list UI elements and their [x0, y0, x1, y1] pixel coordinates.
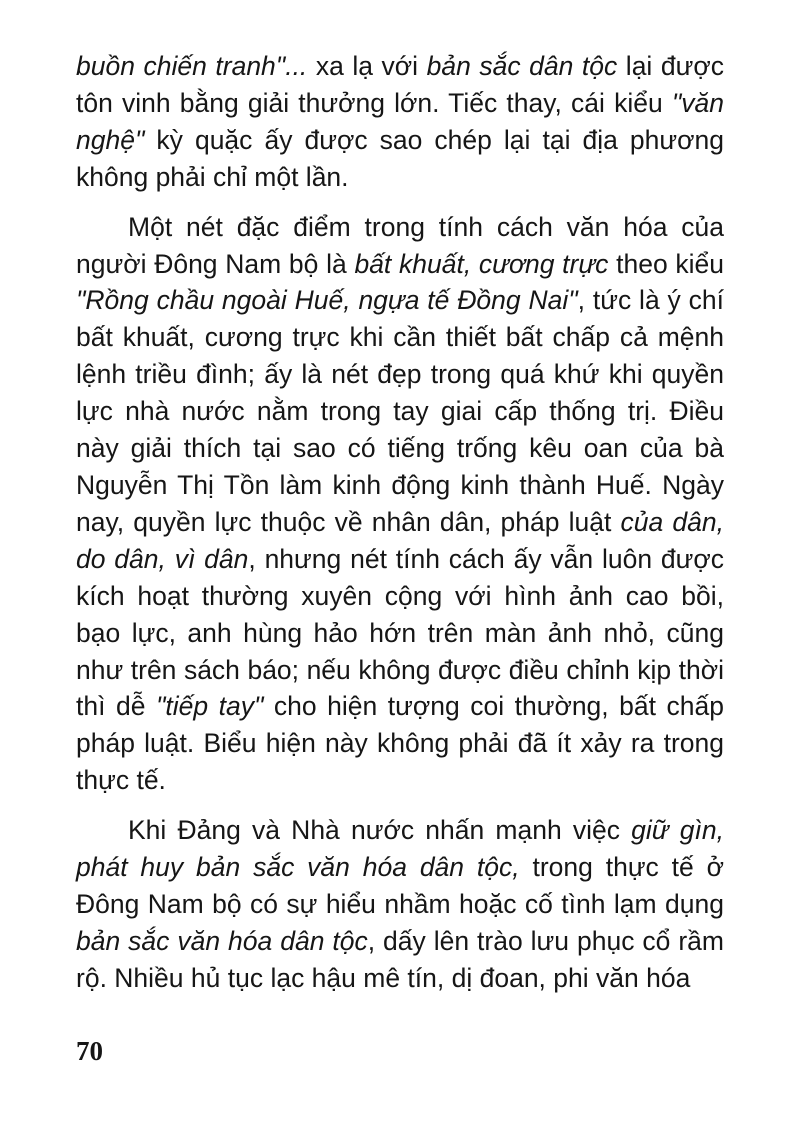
text-run: , tức là ý chí bất khuất, cương trực khi cần thiết bất chấp cả mệnh lệnh triều đình; ấy là nét đẹp trong quá khứ khi quyền lực nhà nước nằm trong tay giai cấp thống trị. Điều này giải thích tại sao có tiếng trống kêu oan của bà Nguyễn Thị Tồn làm kinh động kinh thành Huế. Ngày nay, quyền lực thuộc về nhân dân, pháp luật — [76, 285, 724, 537]
paragraph-spacer — [76, 799, 724, 812]
italic-phrase: buồn chiến tranh"... — [76, 51, 308, 81]
text-run: Một nét đặc điểm trong tính cách văn hóa của người Đông Nam bộ là — [76, 211, 724, 279]
italic-phrase: của dân, do dân, vì dân — [76, 506, 724, 574]
paragraph-2 — [76, 209, 724, 800]
text-run: theo kiểu — [608, 248, 725, 279]
italic-phrase: bất khuất, cương trực — [354, 248, 609, 279]
text-run: xa lạ với — [307, 51, 427, 81]
paragraph-1 — [76, 48, 724, 196]
text-run: cho hiện tượng coi thường, bất chấp pháp luật. Biểu hiện này không phải đã ít xảy ra trong thực tế. — [76, 691, 724, 796]
text-run: trong thực tế ở Đông Nam bộ có sự hiểu nhầm hoặc cố tình lạm dụng — [76, 852, 724, 919]
italic-phrase: "văn nghệ" — [76, 87, 724, 155]
italic-phrase: "tiếp tay" — [155, 691, 264, 722]
body-text — [76, 48, 724, 997]
italic-phrase: bản sắc dân tộc — [426, 51, 618, 81]
paragraph-3 — [76, 812, 724, 997]
text-run: kỳ quặc ấy được sao chép lại tại địa phương không phải chỉ một lần. — [76, 124, 724, 192]
page-number: 70 — [76, 1036, 103, 1066]
italic-phrase: "Rồng chầu ngoài Huế, ngựa tế Đồng Nai" — [76, 285, 578, 316]
text-run: lại được tôn vinh bằng giải thưởng lớn. Tiếc thay, cái kiểu — [76, 51, 724, 118]
text-run: Khi Đảng và Nhà nước nhấn mạnh việc — [128, 815, 632, 846]
text-run: , nhưng nét tính cách ấy vẫn luôn được kích hoạt thường xuyên cộng với hình ảnh cao bồi, bạo lực, anh hùng hảo hớn trên màn ảnh nhỏ, cũng như trên sách báo; nếu không được điều chỉnh kịp thời thì dễ — [76, 543, 724, 722]
paragraph-spacer — [76, 196, 724, 209]
italic-phrase: bản sắc văn hóa dân tộc — [76, 925, 368, 956]
italic-phrase: giữ gìn, phát huy bản sắc văn hóa dân tộc, — [76, 815, 724, 883]
text-run: , dấy lên trào lưu phục cổ rầm rộ. Nhiều hủ tục lạc hậu mê tín, dị đoan, phi văn hóa — [76, 925, 724, 993]
